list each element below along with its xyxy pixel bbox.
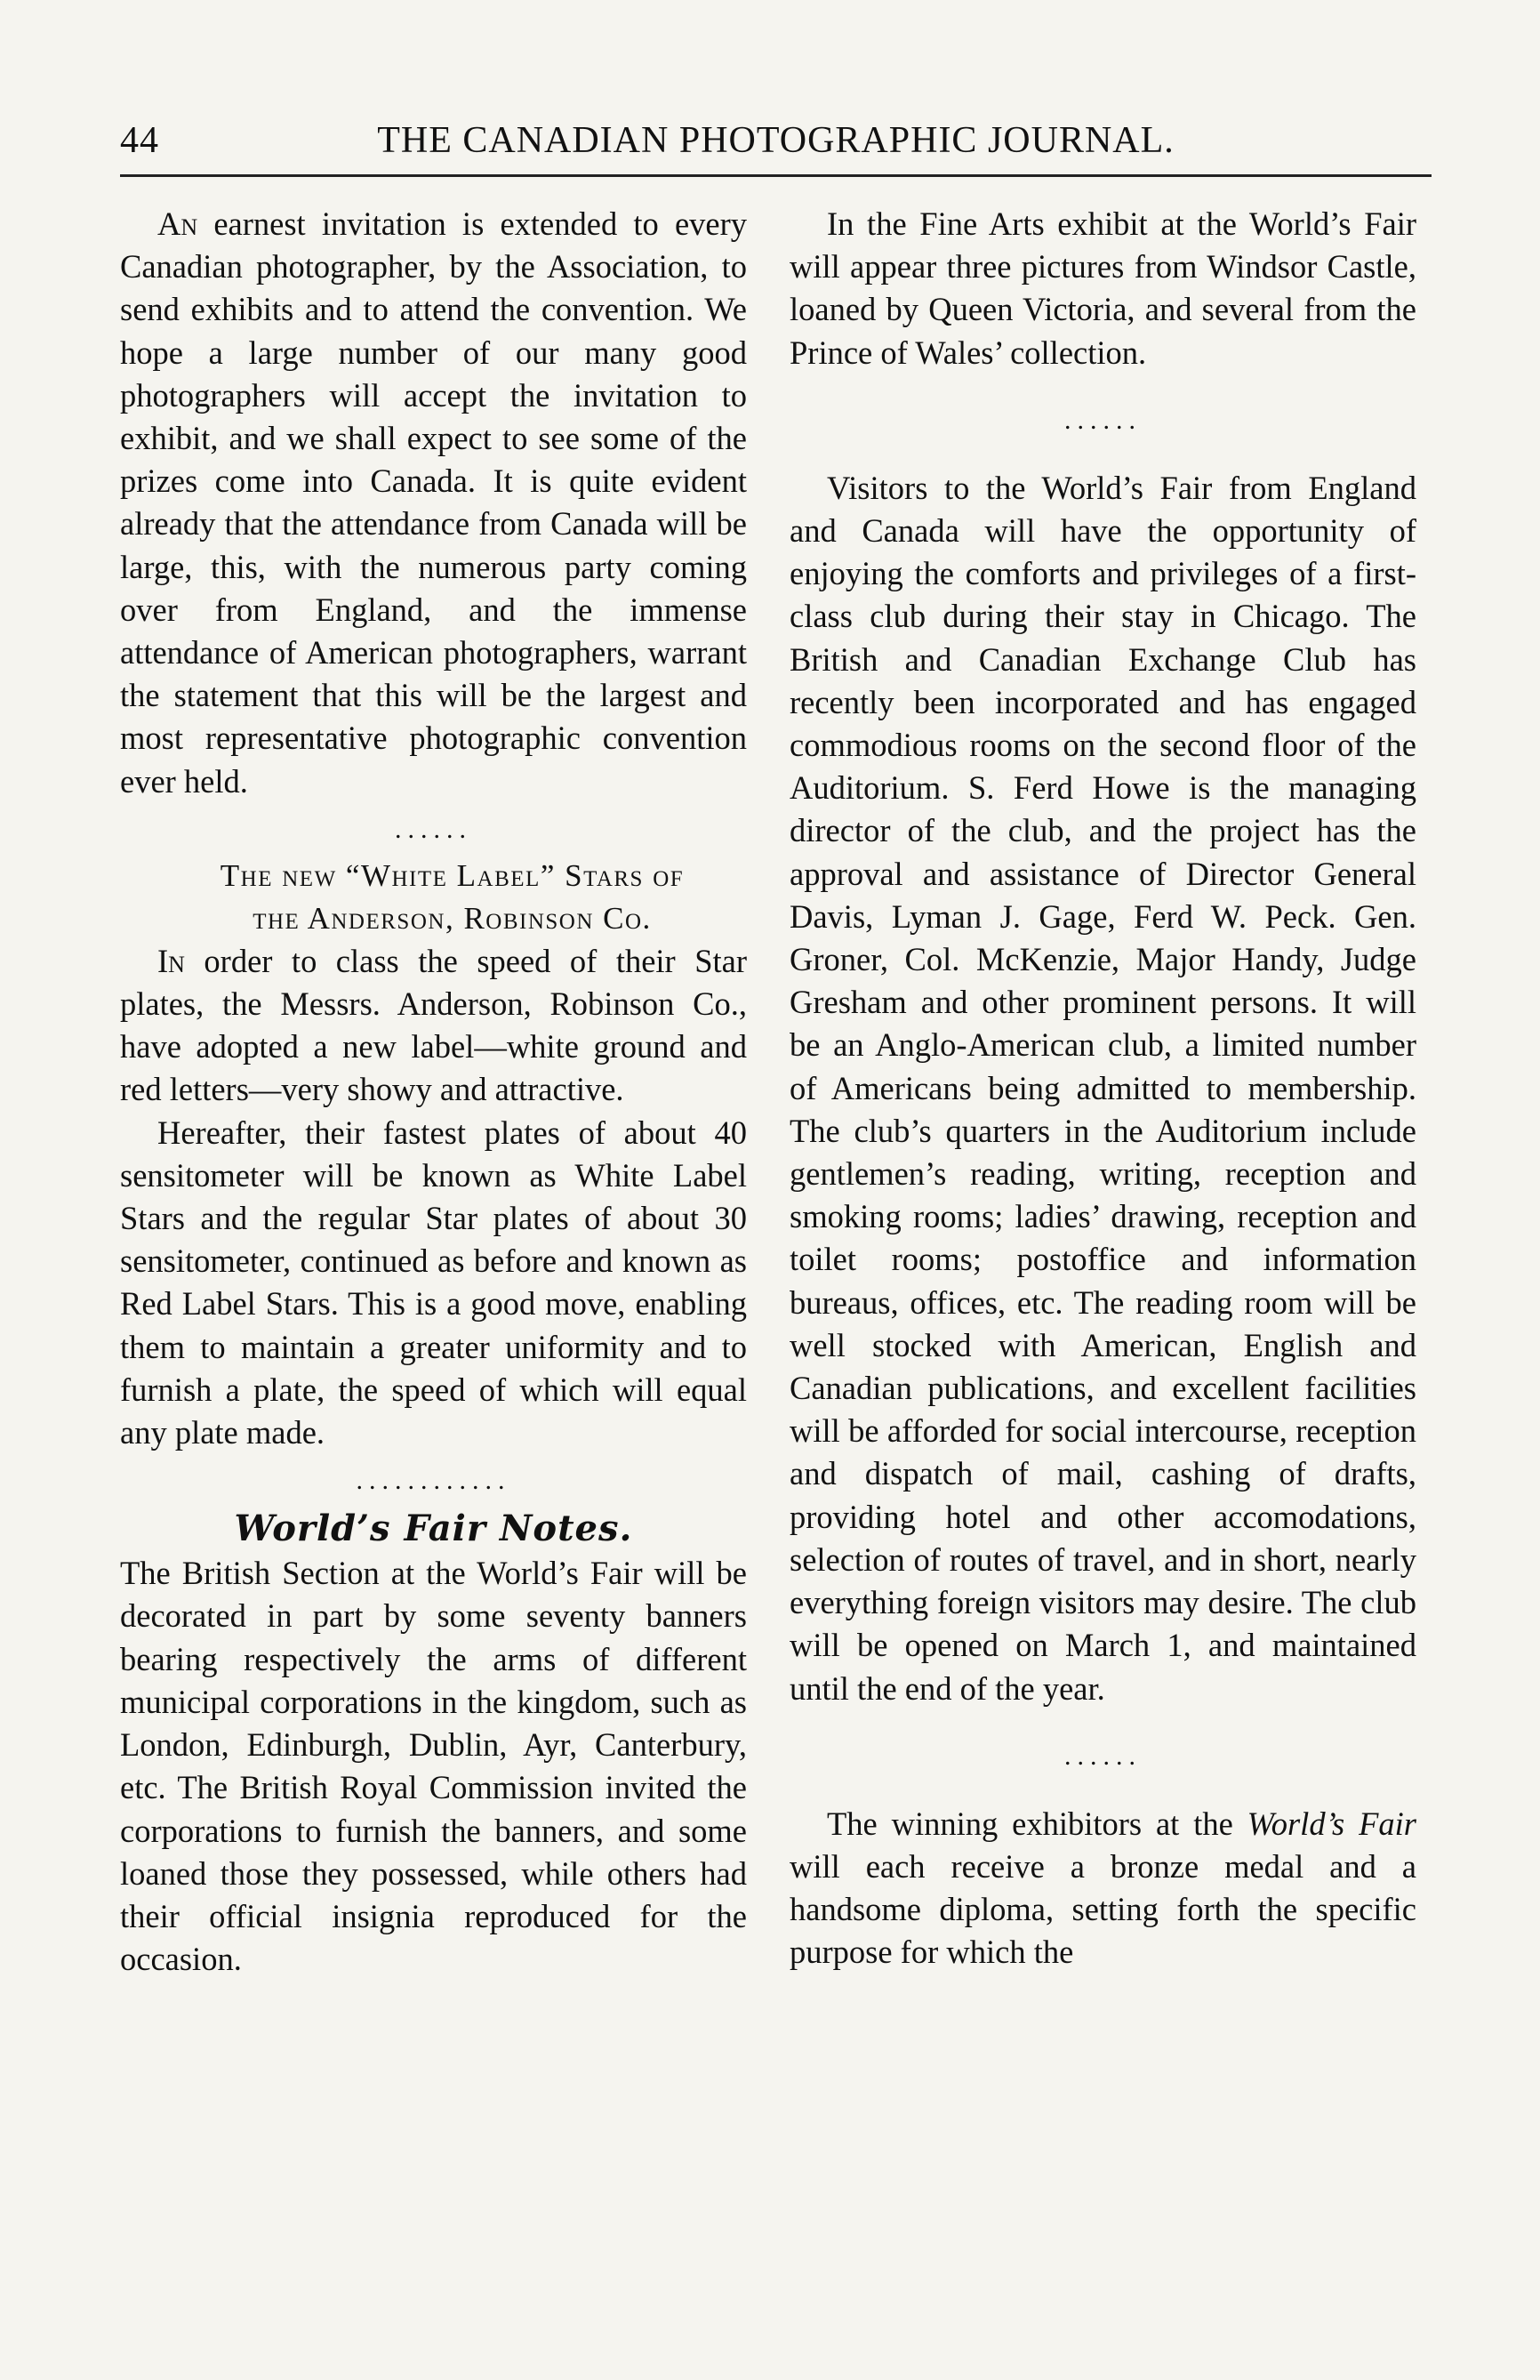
worlds-fair-italic: World’s Fair (1247, 1805, 1416, 1842)
dotted-separator: ...... (395, 814, 472, 844)
dropcap-word: In (157, 942, 185, 979)
dropcap-word: An (157, 205, 198, 242)
exchange-club-paragraph: Visitors to the World’s Fair from England and Canada will have the opportunity of enjoying the comforts and privileges of a first-class club during their stay in Chicago. The British and Canadian Exchange Club has recently been incorporated and has engaged commodious rooms on the second floor of the Auditorium. S. Ferd Howe is the managing director of the club, and the project has the approval and assistance of Director General Davis, Lyman J. Gage, Ferd W. Peck. Gen. Groner, Col. McKenzie, Major Handy, Judge Gresham and other prominent persons. It will be an Anglo-American club, a limited number of Americans being admitted to membership. The club’s quarters in the Auditorium include gentlemen’s reading, writing, reception and smoking rooms; ladies’ drawing, reception and toilet rooms; postoffice and information bureaus, offices, etc. The reading room will be well stocked with American, English and Canadian publications, and excellent facilities will be afforded for social intercourse, reception and dispatch of mail, cashing of drafts, providing hotel and other accomodations, selection of routes of travel, and in short, nearly everything foreign visitors may desire. The club will be opened on March 1, and maintained until the end of the year. (790, 469, 1416, 1707)
hereafter-paragraph: Hereafter, their fastest plates of about 40 sensitometer will be known as White Label Stars and the regular Star plates of about 30 sensitometer, continued as before and known as Red Label Stars. This is a good move, enabling them to maintain a greater uniformity and to furnish a plate, the speed of which will equal any plate made. (120, 1114, 747, 1451)
running-header (120, 112, 1432, 165)
fine-arts-paragraph: In the Fine Arts exhibit at the World’s Fair will appear three pictures from Windsor Castle, loaned by Queen Victoria, and several from the Prince of Wales’ collection. (790, 205, 1416, 371)
white-label-paragraph (120, 940, 747, 1112)
invitation-text: earnest invitation is extended to every Canadian photographer, by the Association, to send exhibits and to attend the convention. We hope a large number of our many good photographers will accept the invitation to exhibit, and we shall expect to see some of the prizes come into Canada. It is quite evident already that the attendance from Canada will be large, this, with the numerous party coming over from England, and the immense attendance of American photographers, warrant the statement that this will be the largest and most representative photographic convention ever held. (120, 205, 747, 800)
dotted-separator: ............ (356, 1466, 511, 1496)
winning-text-end: will each receive a bronze medal and a handsome diploma, setting forth the specific purpose for which the (790, 1847, 1416, 1971)
right-column (790, 203, 1416, 1974)
header-rule (120, 174, 1432, 177)
dotted-separator: ...... (1064, 1741, 1142, 1771)
invitation-paragraph (120, 203, 747, 803)
left-column (120, 203, 747, 1981)
white-label-text: order to class the speed of their Star plates, the Messrs. Anderson, Robinson Co., have adopted a new label—white ground and red letters—very showy and attractive. (120, 942, 747, 1108)
white-label-heading-line2: the Anderson, Robinson Co. (253, 900, 652, 936)
white-label-heading-line1: The new “White Label” Stars of (220, 857, 685, 893)
page-number: 44 (120, 120, 159, 161)
worlds-fair-notes-heading: World’s Fair Notes. (234, 1508, 633, 1550)
british-section-paragraph: The British Section at the World’s Fair will be decorated in part by some seventy banners bearing respectively the arms of different municipal corporations in the kingdom, such as London, Edinburgh, Dublin, Ayr, Canterbury, etc. The British Royal Commission invited the corporations to furnish the banners, and some loaned those they possessed, while others had their official insignia reproduced for the occasion. (120, 1555, 747, 1978)
winning-exhibitors-paragraph (790, 1803, 1416, 1974)
dotted-separator: ...... (1064, 405, 1142, 435)
winning-text-start: The winning exhibitors at the (827, 1805, 1247, 1842)
journal-title: THE CANADIAN PHOTOGRAPHIC JOURNAL. (377, 120, 1175, 161)
